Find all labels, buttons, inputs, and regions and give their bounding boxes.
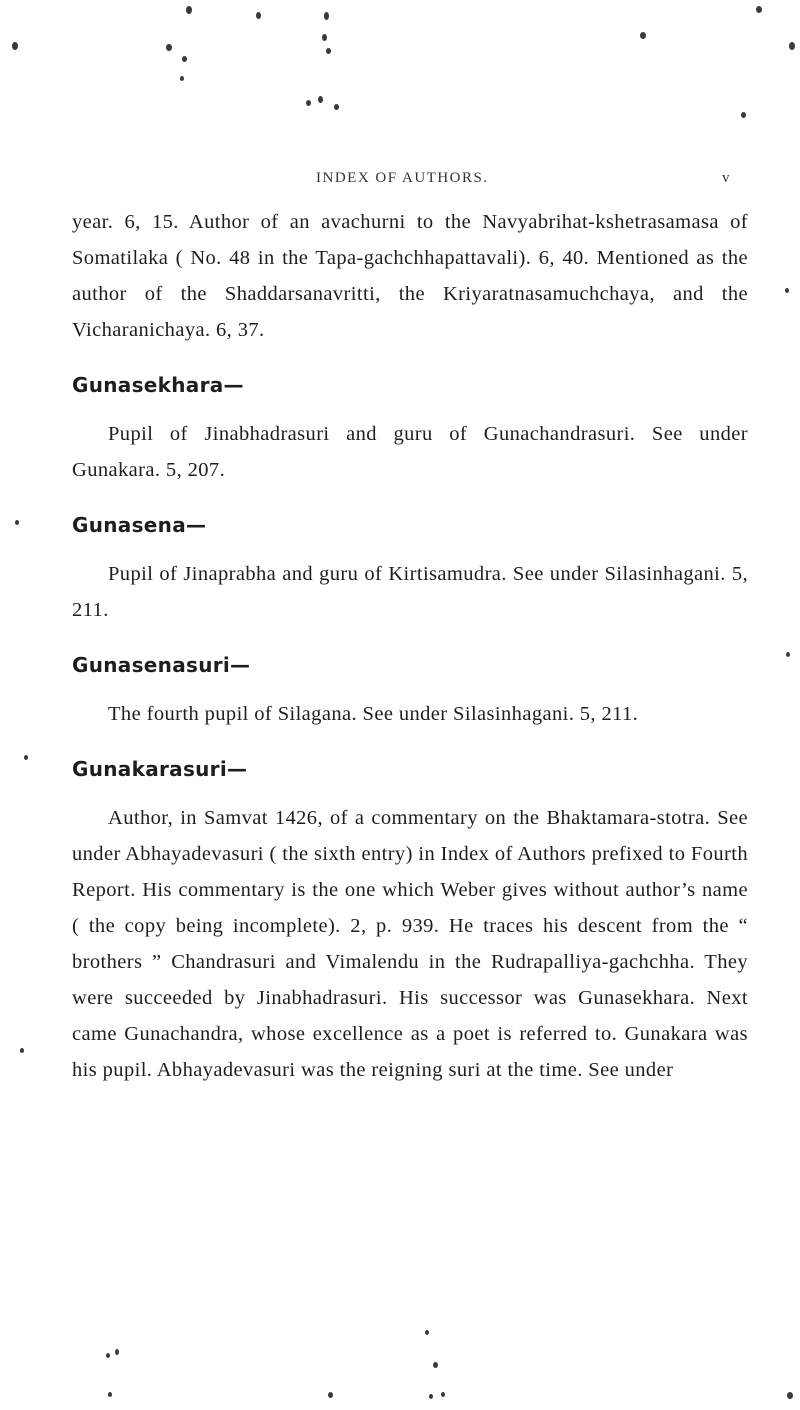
index-entry-gunakarasuri (72, 754, 748, 1088)
scan-speck (789, 42, 795, 50)
running-header (0, 170, 800, 194)
scan-speck (786, 652, 790, 657)
continued-entry-text: year. 6, 15. Author of an avachurni to the Navyabrihat-kshetrasamasa of Somatilaka ( No. 48 in the Tapa-gachchhapattavali). 6, 40. Mentioned as the author of the Shaddarsanavritti, the Kriyaratnasamuchchaya, and the Vicharanichaya. 6, 37. (72, 211, 748, 341)
scan-speck (106, 1353, 110, 1358)
scan-speck (180, 76, 184, 81)
scan-speck (785, 288, 789, 293)
entry-heading: Gunakarasuri— (72, 757, 248, 781)
index-entry-gunasekhara (72, 370, 748, 488)
scan-speck (425, 1330, 429, 1335)
entry-heading: Gunasena— (72, 513, 207, 537)
scan-speck (441, 1392, 445, 1397)
scan-speck (186, 6, 192, 14)
entry-heading: Gunasekhara— (72, 373, 244, 397)
scan-speck (787, 1392, 793, 1399)
scan-speck (741, 112, 746, 118)
index-page-body (72, 204, 748, 1088)
entry-text: Author, in Samvat 1426, of a commentary on the Bhaktamara-stotra. See under Abhayadevasuri ( the sixth entry) in Index of Authors prefixed to Fourth Report. His commentary is the one which Weber gives without author’s name ( the copy being incomplete). 2, p. 939. He traces his descent from the “ brothers ” Chandrasuri and Vimalendu in the Rudrapalliya-gachchha. They were succeeded by Jinabhadrasuri. His successor was Gunasekhara. Next came Gunachandra, whose excellence as a poet is referred to. Gunakara was his pupil. Abhayadevasuri was the reigning suri at the time. See under (72, 807, 748, 1081)
scan-speck (334, 104, 339, 110)
entry-heading: Gunasenasuri— (72, 653, 251, 677)
scan-speck (12, 42, 18, 50)
scan-speck (640, 32, 646, 39)
scan-speck (326, 48, 331, 54)
scan-speck (166, 44, 172, 51)
index-entry-gunasenasuri (72, 650, 748, 732)
entry-text: Pupil of Jinaprabha and guru of Kirtisamudra. See under Silasinhagani. 5, 211. (72, 563, 748, 621)
entry-text: The fourth pupil of Silagana. See under Silasinhagani. 5, 211. (108, 703, 639, 725)
scan-speck (328, 1392, 333, 1398)
scan-speck (322, 34, 327, 41)
scan-speck (324, 12, 329, 20)
scan-speck (429, 1394, 433, 1399)
index-entry-gunasena (72, 510, 748, 628)
scan-speck (108, 1392, 112, 1397)
scan-speck (433, 1362, 438, 1368)
entry-text: Pupil of Jinabhadrasuri and guru of Gunachandrasuri. See under Gunakara. 5, 207. (72, 423, 748, 481)
page-number: v (722, 170, 730, 186)
scan-speck (15, 520, 19, 525)
scan-speck (306, 100, 311, 106)
running-title: INDEX OF AUTHORS. (316, 170, 489, 186)
scan-speck (182, 56, 187, 62)
scan-speck (115, 1349, 119, 1355)
scan-speck (318, 96, 323, 103)
scan-speck (20, 1048, 24, 1053)
scan-speck (24, 755, 28, 760)
scan-speck (256, 12, 261, 19)
scan-speck (756, 6, 762, 13)
